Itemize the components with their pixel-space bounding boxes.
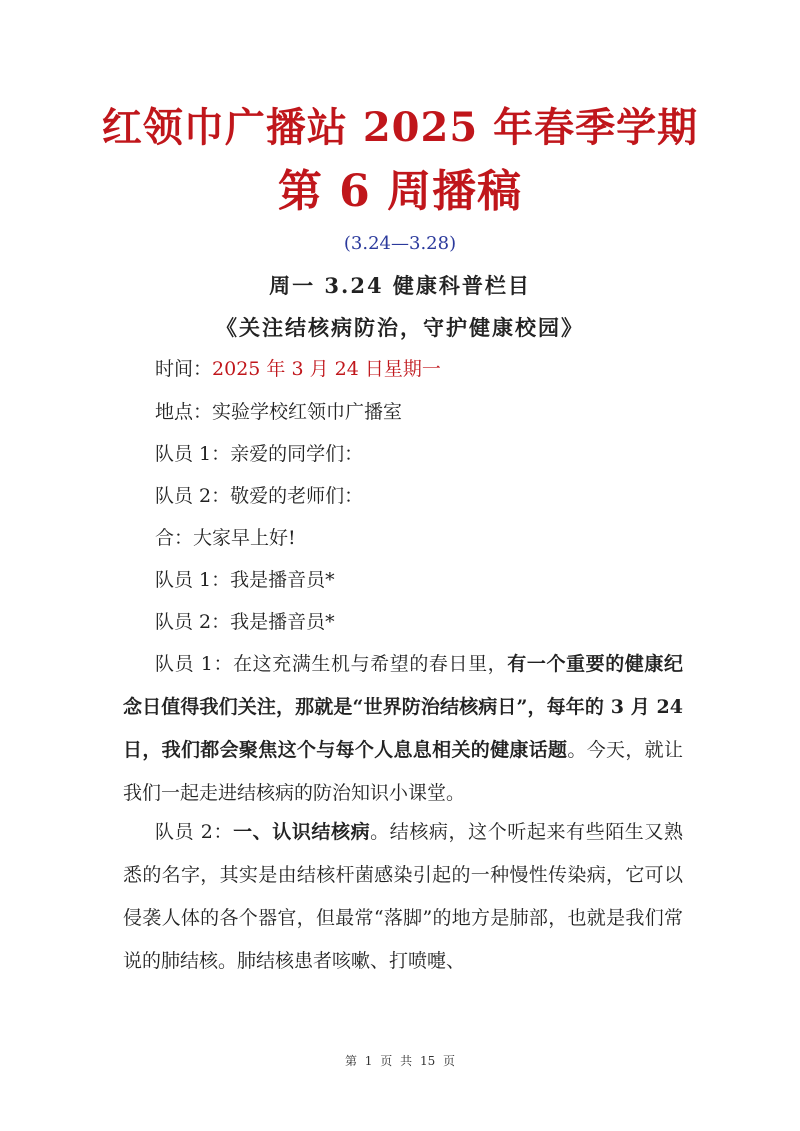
time-line (155, 354, 715, 384)
paragraph-text: 在这充满生机与希望的春日里， (233, 653, 508, 675)
topic-title: 《关注结核病防治，守护健康校园》 (216, 315, 584, 340)
time-label: 时间： (155, 358, 213, 380)
paragraph-bold-text: 有一个重要的健康纪念日值得我们关注，那就是“世界防治结核病日”，每年的 3 月 24 日，我们都会聚焦这个与每个人息息相关的健康话题 (123, 653, 683, 761)
place-line: 地点：实验学校红领巾广播室 (155, 401, 403, 423)
dialogue-line: 队员 2：敬爱的老师们： (155, 485, 364, 507)
paragraph-text: 。今天，就让我们一起走进结核病的防治知识小课堂。 (123, 739, 683, 804)
section-heading: 一、认识结核病 (233, 821, 371, 843)
dialogue-line: 队员 1：我是播音员* (155, 569, 335, 591)
footer-word: 页 (443, 1054, 456, 1068)
document-title-line1: 红领巾广播站 2025 年春季学期 (101, 104, 699, 151)
date-range: (3.24—3.28) (343, 233, 457, 254)
footer-word: 共 (400, 1054, 413, 1068)
paragraph-intro (123, 643, 683, 815)
total-pages: 15 (419, 1054, 436, 1068)
dialogue-line: 队员 1：亲爱的同学们： (155, 443, 364, 465)
day-column-heading: 周一 3.24 健康科普栏目 (269, 273, 531, 298)
paragraph-tb-intro (123, 811, 683, 983)
page-footer (0, 1052, 800, 1070)
speaker-label: 队员 2： (155, 821, 234, 843)
footer-word: 第 (344, 1054, 357, 1068)
dialogue-line: 队员 2：我是播音员* (155, 611, 335, 633)
paragraph-text: 。结核病，这个听起来有些陌生又熟悉的名字，其实是由结核杆菌感染引起的一种慢性传染病，它可以侵袭人体的各个器官，但最常“落脚”的地方是肺部，也就是我们常说的肺结核。肺结核患者咳嗽、打喷嚏、 (123, 821, 683, 972)
page-number: 1 (364, 1054, 373, 1068)
speaker-label: 队员 1： (155, 653, 234, 675)
document-title-line2: 第 6 周播稿 (277, 166, 523, 217)
footer-word: 页 (380, 1054, 393, 1068)
time-value: 2025 年 3 月 24 日星期一 (212, 358, 441, 380)
dialogue-line: 合：大家早上好! (155, 527, 296, 549)
